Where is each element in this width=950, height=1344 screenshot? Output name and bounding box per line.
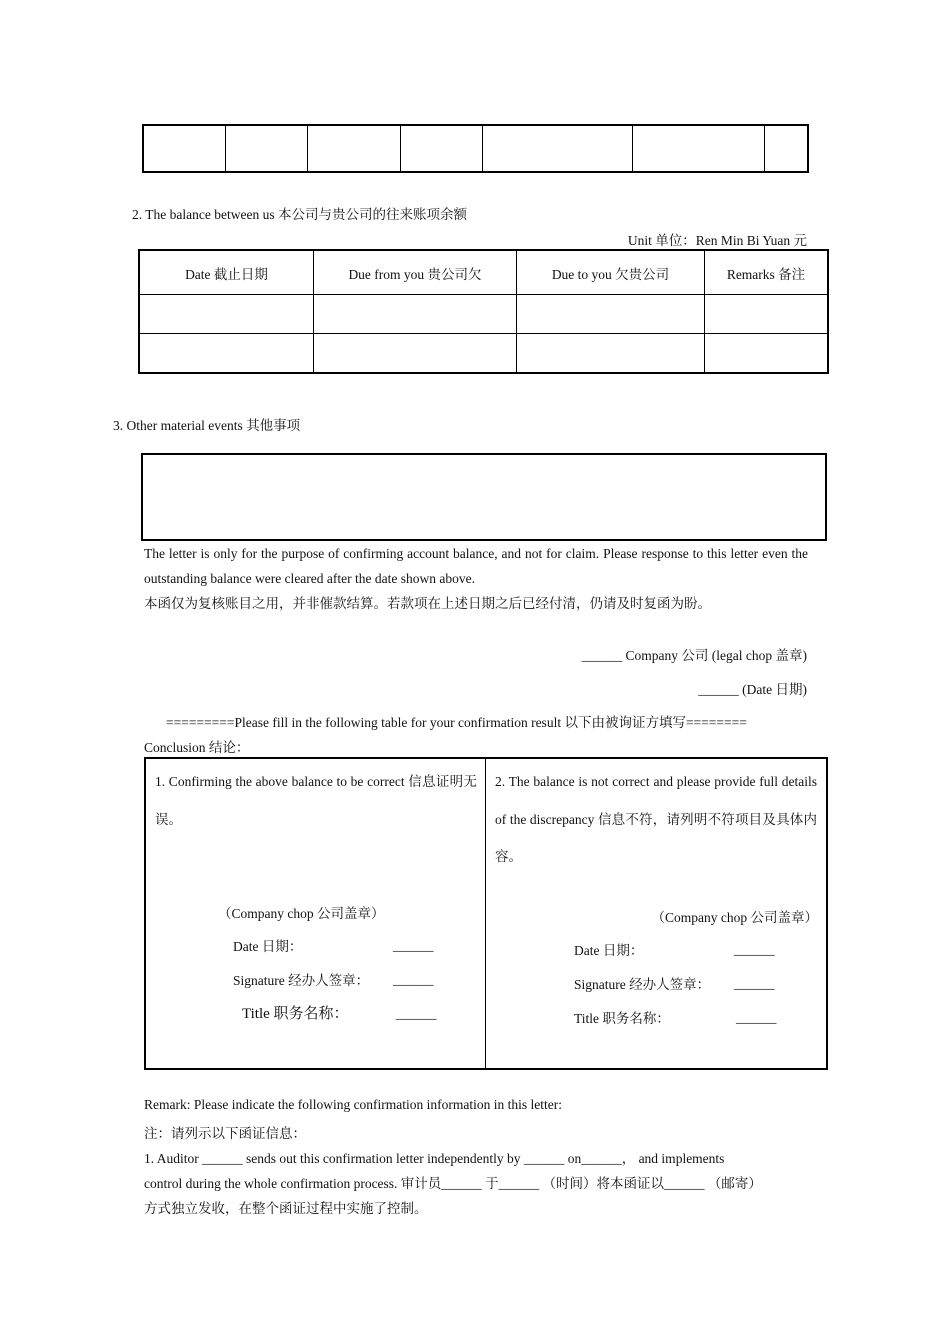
table-cell <box>765 125 809 172</box>
right-signature-label: Signature 经办人签章： <box>574 977 711 992</box>
table-row <box>143 125 808 172</box>
right-title-blank: ______ <box>736 1010 777 1025</box>
left-company-chop: （Company chop 公司盖章） <box>218 906 385 921</box>
top-blank-table <box>142 124 809 173</box>
fill-instruction: =========Please fill in the following table for your confirmation result 以下由被询证方填写======== <box>166 715 747 730</box>
table-cell <box>308 125 401 172</box>
table-cell <box>226 125 308 172</box>
right-company-chop: （Company chop 公司盖章） <box>651 910 818 925</box>
balance-incorrect-text: 2. The balance is not correct and please provide full details of the discrepancy 信息不符，请列明不符项目及具体内容。 <box>495 774 817 864</box>
column-header-due-from: Due from you 贵公司欠 <box>314 250 517 295</box>
table-cell <box>143 125 226 172</box>
remark-item1-line3: 方式独立发收，在整个函证过程中实施了控制。 <box>144 1201 428 1216</box>
left-title-blank: ______ <box>396 1006 437 1021</box>
unit-label: Unit 单位：Ren Min Bi Yuan 元 <box>627 233 807 248</box>
conclusion-table <box>144 757 828 1070</box>
signoff-date-line: ______ (Date 日期) <box>698 682 807 697</box>
notice-english: The letter is only for the purpose of confirming account balance, and not for claim. Please response to this letter even the outstanding balance were cleared after the date shown above. <box>144 546 808 586</box>
table-cell <box>705 334 829 374</box>
remark-item1-line2: control during the whole confirmation process. 审计员______ 于______ （时间）将本函证以______ （邮寄） <box>144 1176 762 1191</box>
right-signature-blank: ______ <box>734 976 775 991</box>
conclusion-left-cell <box>146 759 486 1068</box>
table-cell <box>314 334 517 374</box>
left-title-label: Title 职务名称： <box>242 1006 349 1022</box>
left-signature-blank: ______ <box>393 972 434 987</box>
confirm-correct-text: 1. Confirming the above balance to be correct 信息证明无误。 <box>155 774 477 827</box>
table-row <box>139 334 828 374</box>
section2-heading: 2. The balance between us 本公司与贵公司的往来账项余额 <box>132 207 467 222</box>
table-cell <box>483 125 633 172</box>
right-date-blank: ______ <box>734 942 775 957</box>
table-cell <box>139 295 314 334</box>
left-date-label: Date 日期： <box>233 939 303 954</box>
remark-item1-line1: 1. Auditor ______ sends out this confirmation letter independently by ______ on______， and implements <box>144 1151 725 1166</box>
table-header-row <box>139 250 828 295</box>
conclusion-label: Conclusion 结论： <box>144 740 250 755</box>
balance-table <box>138 249 829 374</box>
table-cell <box>517 334 705 374</box>
remark-chinese: 注：请列示以下函证信息： <box>144 1126 306 1141</box>
table-cell <box>139 334 314 374</box>
company-chop-line: ______ Company 公司 (legal chop 盖章) <box>581 648 807 663</box>
table-cell <box>705 295 829 334</box>
left-date-blank: ______ <box>393 938 434 953</box>
remark-english: Remark: Please indicate the following confirmation information in this letter: <box>144 1097 563 1112</box>
other-events-box <box>141 453 827 541</box>
table-cell <box>517 295 705 334</box>
table-cell <box>633 125 765 172</box>
table-row <box>139 295 828 334</box>
section3-heading: 3. Other material events 其他事项 <box>113 418 301 433</box>
column-header-due-to: Due to you 欠贵公司 <box>517 250 705 295</box>
conclusion-right-cell <box>486 759 826 1068</box>
table-cell <box>314 295 517 334</box>
notice-chinese: 本函仅为复核账目之用，并非催款结算。若款项在上述日期之后已经付清，仍请及时复函为盼。 <box>144 596 711 611</box>
column-header-date: Date 截止日期 <box>139 250 314 295</box>
table-cell <box>401 125 483 172</box>
left-signature-label: Signature 经办人签章： <box>233 973 370 988</box>
right-title-label: Title 职务名称： <box>574 1011 670 1026</box>
column-header-remarks: Remarks 备注 <box>705 250 829 295</box>
right-date-label: Date 日期： <box>574 943 644 958</box>
